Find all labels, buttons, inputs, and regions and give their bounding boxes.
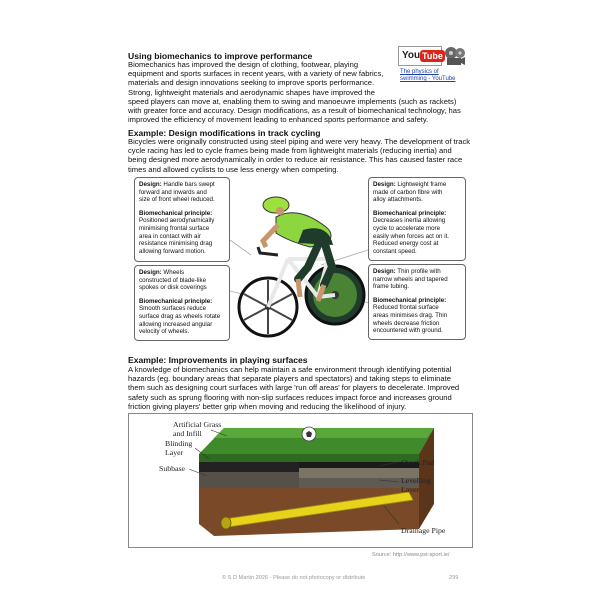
youtube-video-link[interactable] — [400, 69, 470, 83]
page-number: 299 — [449, 575, 459, 581]
label-line: Layer — [401, 485, 420, 494]
text-line: equipment and sports surfaces in recent years, with a variety of new fabrics, — [128, 69, 384, 79]
design-label: Design: — [139, 181, 162, 188]
label-subbase: Subbase — [159, 464, 185, 473]
text-line: minimising frontal surface — [139, 224, 210, 232]
rider-helmet — [263, 197, 289, 213]
youtube-logo-you: You — [402, 50, 421, 61]
text-line: safety such as sprung flooring with non-slip surfaces reduces impact force and increases ground — [128, 392, 452, 402]
text-line: A knowledge of biomechanics can help maintain a safe environment through identifying potential — [128, 365, 452, 374]
youtube-logo-tube: Tube — [422, 51, 443, 61]
label-line: Layer — [165, 448, 184, 457]
principle-label: Biomechanical principle: — [139, 209, 213, 217]
text-line: alloy attachments. — [373, 196, 423, 204]
text-line: surface drag as wheels rotate — [139, 312, 221, 320]
text-line: Thin profile with — [395, 268, 441, 275]
label-line: and Infill — [173, 429, 202, 438]
text-line: with greater force and accuracy. Design modifications, as a result of biomechanical technology, has — [128, 106, 461, 116]
annotation-design — [139, 269, 225, 277]
text-line: made of carbon fibre with — [373, 188, 443, 196]
design-label: Design: — [373, 268, 396, 275]
annotation-box-frame — [368, 177, 466, 261]
text-line: them such as designing court surfaces with large 'run off areas' for players to decelerate. Improved — [128, 383, 460, 393]
design-label: Design: — [139, 269, 162, 276]
text-line: size of front wheel reduced. — [139, 196, 215, 204]
text-line: cycle racing has led to cycle frames being made from lightweight materials (reducing inertia) and — [128, 146, 452, 156]
youtube-logo[interactable] — [398, 46, 442, 66]
label-blinding-layer — [165, 439, 192, 457]
text-line: forward and inwards and — [139, 188, 207, 196]
text-line: constant speed. — [373, 247, 417, 255]
text-line: Bicycles were originally constructed using steel piping and were very heavy. The development of track — [128, 137, 471, 146]
annotation-box-handlebars — [134, 177, 230, 262]
principle-label: Biomechanical principle: — [373, 209, 447, 217]
text-line: constructed of blade-like — [139, 276, 207, 284]
link-line: The physics of — [400, 69, 439, 75]
text-line: areas minimises drag. Thin — [373, 311, 448, 319]
section-heading-playing-surfaces: Example: Improvements in playing surfaces — [128, 355, 308, 365]
text-line: improved the efficiency of movement leading to enhanced sports performance and safety. — [128, 115, 429, 125]
section-heading-biomechanics: Using biomechanics to improve performance — [128, 51, 313, 61]
principle-label: Biomechanical principle: — [373, 296, 447, 304]
text-line: wheels decrease friction — [373, 319, 440, 327]
annotation-design — [373, 268, 461, 276]
text-line: Strong, lightweight materials and aerodynamic shapes have improved the — [128, 87, 375, 97]
text-line: spokes or disk coverings — [139, 284, 207, 292]
text-line: times and allowed cyclists to use less energy when competing. — [128, 164, 339, 174]
text-line: speed players can move at, enabling them to swing and manoeuvre implements (such as rackets) — [128, 96, 457, 106]
text-line: Reduced frontal surface — [373, 304, 439, 312]
text-line: Smooth surfaces reduce — [139, 305, 207, 313]
annotation-design — [139, 181, 225, 189]
label-levelling-layer — [401, 476, 431, 494]
label-line: Levelling — [401, 476, 431, 485]
label-artificial-grass — [173, 420, 221, 438]
text-line: friction giving players' better grip when moving and reducing the likelihood of injury. — [128, 401, 407, 411]
image-source: Source: http://www.pst-sport.ie/ — [372, 552, 450, 558]
section-heading-track-cycling: Example: Design modifications in track cycling — [128, 128, 321, 138]
label-line: Artificial Grass — [173, 420, 222, 429]
label-line: Blinding — [165, 439, 193, 448]
paragraph-track-cycling — [128, 137, 498, 174]
text-line: Reduced energy cost at — [373, 240, 439, 248]
principle-label: Biomechanical principle: — [139, 297, 213, 305]
surface-diagram-frame — [128, 413, 473, 548]
footer-copyright: © S D Martin 2026 - Please do not photocopy or distribute — [222, 575, 366, 581]
text-line: encountered with ground. — [373, 327, 443, 335]
text-line: cycle to accelerate more — [373, 224, 441, 232]
youtube-link-widget[interactable] — [398, 46, 468, 86]
text-line: Handle bars swept — [161, 181, 215, 188]
text-line: narrow wheels and tapered — [373, 275, 448, 283]
link-line: swimming - YouTube — [400, 76, 456, 82]
annotation-box-profile — [368, 264, 466, 340]
annotation-box-wheels — [134, 265, 230, 341]
text-line: Biomechanics has improved the design of clothing, footwear, playing — [128, 60, 359, 69]
label-shock-pad: Shock Pad — [401, 458, 435, 467]
text-line: Positioned aerodynamically — [139, 217, 215, 225]
text-line: Lightweight frame — [395, 181, 447, 188]
text-line: materials and design innovations seeking to improve sports performance. — [128, 78, 375, 88]
text-line: resistance minimising drag — [139, 240, 213, 248]
text-line: frame tubing. — [373, 283, 410, 291]
text-line: allowing forward motion. — [139, 247, 206, 255]
text-line: area in contact with air — [139, 232, 201, 240]
text-line: hazards (eg. boundary areas that separate players and spectators) and taking steps to eliminate — [128, 374, 451, 384]
label-drainage-pipe: Drainage Pipe — [401, 526, 446, 535]
text-line: Wheels — [161, 269, 185, 276]
text-line: being designed more aerodynamically in order to reduce air resistance. This has caused faster race — [128, 155, 463, 165]
text-line: Decreases inertia allowing — [373, 217, 446, 225]
annotation-design — [373, 181, 461, 189]
paragraph-playing-surfaces — [128, 365, 498, 411]
design-label: Design: — [373, 181, 396, 188]
text-line: allowing increased angular — [139, 320, 213, 328]
film-reel-icon — [444, 46, 466, 66]
text-line: easily when forces act on it. — [373, 232, 450, 240]
text-line: velocity of wheels. — [139, 328, 190, 336]
